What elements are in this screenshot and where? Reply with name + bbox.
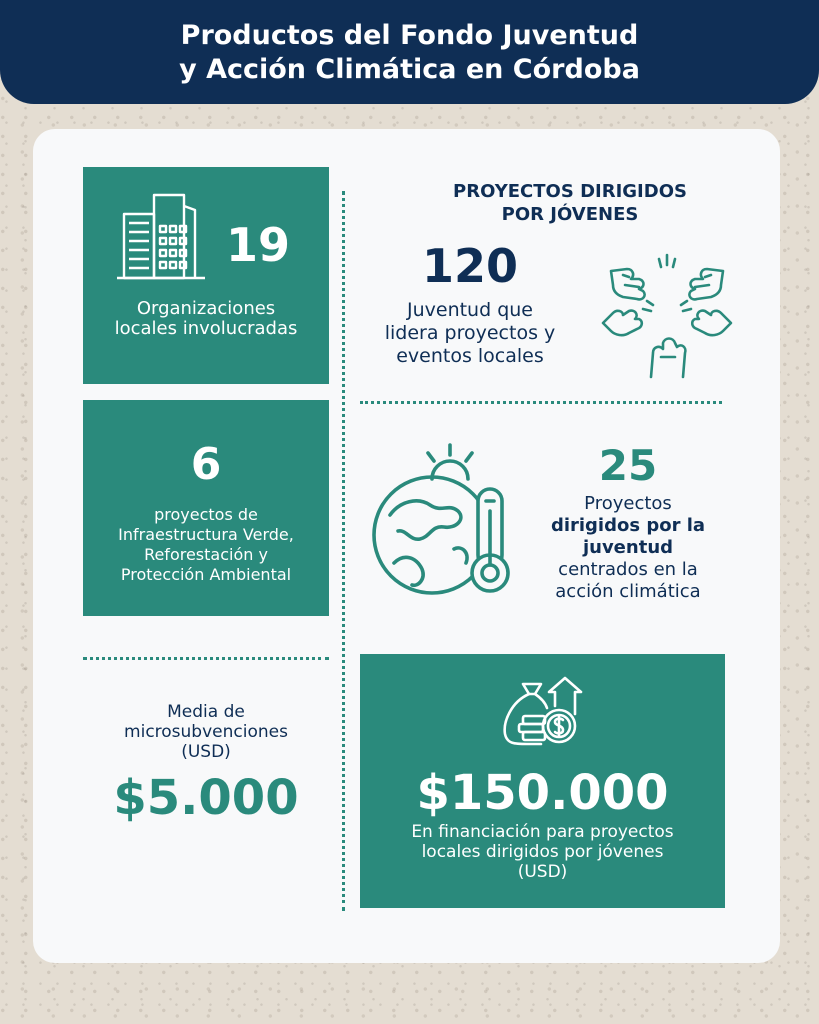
microgrants-label-line-2: microsubvenciones xyxy=(124,722,288,742)
microgrants-label-line-1: Media de xyxy=(167,702,245,722)
organizations-label-line-1: Organizaciones xyxy=(136,298,276,319)
title-line-1: Productos del Fondo Juventud xyxy=(180,20,639,51)
microgrants-average-value: $5.000 xyxy=(113,770,299,826)
climate-projects-count: 25 xyxy=(598,441,658,490)
building-icon xyxy=(115,192,207,286)
funding-amount: $150.000 xyxy=(416,765,669,821)
divider-vertical xyxy=(342,191,345,911)
title-line-2: y Acción Climática en Córdoba xyxy=(179,54,640,85)
green-projects-stat-box xyxy=(83,400,329,616)
globe-thermometer-icon xyxy=(370,441,518,597)
climate-line-3: juventud xyxy=(582,537,674,558)
money-bag-growth-icon xyxy=(501,674,589,746)
funding-stat-box xyxy=(360,654,725,908)
climate-line-5: acción climática xyxy=(555,581,701,602)
climate-line-4: centrados en la xyxy=(558,559,698,580)
climate-line-2: dirigidos por la xyxy=(550,515,706,536)
youth-leaders-line-2: lidera proyectos y xyxy=(384,322,556,344)
funding-label-line-2: locales dirigidos por jóvenes xyxy=(421,842,664,862)
divider-left xyxy=(83,657,329,660)
header-banner xyxy=(0,0,819,104)
climate-line-1: Proyectos xyxy=(584,493,672,514)
green-projects-count: 6 xyxy=(190,439,222,490)
organizations-label-line-2: locales involucradas xyxy=(114,318,298,339)
divider-right xyxy=(360,401,722,404)
green-projects-label-line-1: proyectos de xyxy=(154,505,258,524)
microgrants-label-line-3: (USD) xyxy=(181,742,231,762)
funding-label-line-3: (USD) xyxy=(517,862,568,882)
organizations-count: 19 xyxy=(226,218,291,272)
green-projects-label-line-2: Infraestructura Verde, xyxy=(118,525,294,544)
youth-heading-line-1: PROYECTOS DIRIGIDOS xyxy=(453,181,687,202)
youth-heading-line-2: POR JÓVENES xyxy=(501,204,639,225)
youth-leaders-count: 120 xyxy=(421,239,519,293)
content-card xyxy=(33,129,780,963)
youth-leaders-line-3: eventos locales xyxy=(396,345,544,367)
green-projects-label-line-4: Protección Ambiental xyxy=(120,565,292,584)
organizations-stat-box xyxy=(83,167,329,384)
green-projects-label-line-3: Reforestación y xyxy=(144,545,268,564)
fist-bump-icon xyxy=(599,253,735,381)
funding-label-line-1: En financiación para proyectos xyxy=(411,822,674,842)
youth-leaders-line-1: Juventud que xyxy=(406,299,533,321)
